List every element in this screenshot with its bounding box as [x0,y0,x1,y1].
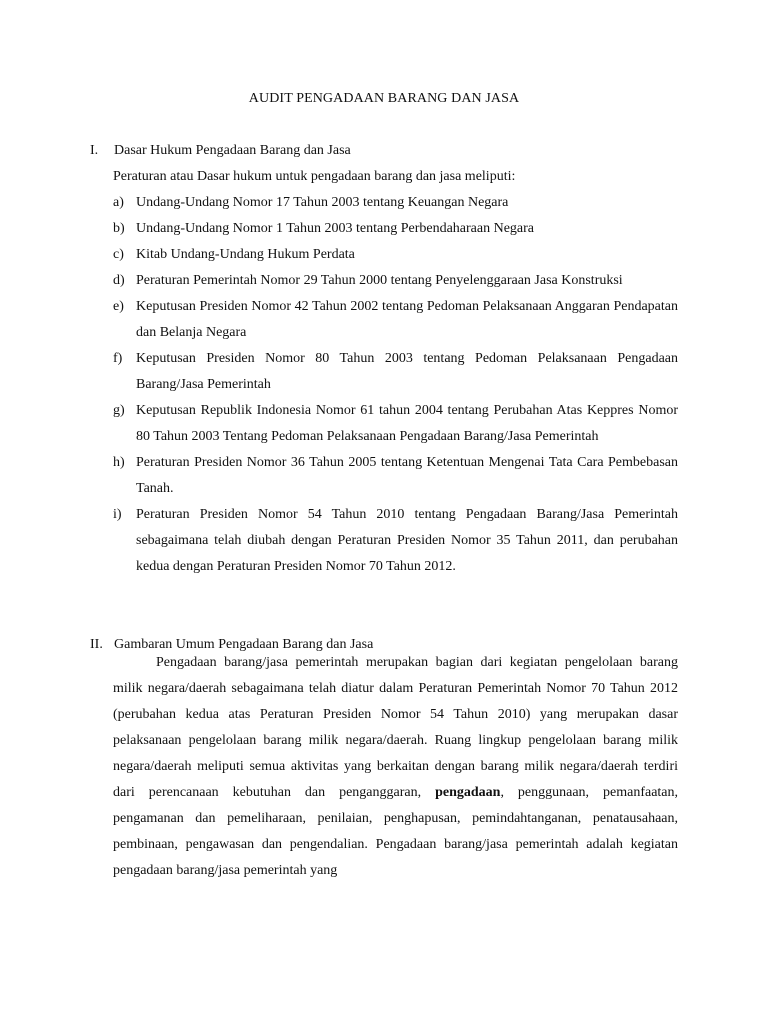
list-marker: f) [113,351,123,366]
list-item-text: Undang-Undang Nomor 1 Tahun 2003 tentang Perbendaharaan Negara [136,221,535,236]
paragraph-text-part2: , penggunaan, pemanfaatan, pengamanan dan pemeliharaan, penilaian, penghapusan, pemindahtanganan, penatausahaan, pembinaan, pengawasan dan pengendalian. Pengadaan barang/jasa pemerintah adalah kegiatan pengadaan barang/jasa pemerintah yang [113,785,679,878]
list-item [113,268,678,294]
list-item [113,398,678,450]
legal-basis-list [113,190,678,580]
section-2-paragraph [113,650,678,884]
section-1-heading [90,143,351,159]
list-item-text: Keputusan Presiden Nomor 42 Tahun 2002 tentang Pedoman Pelaksanaan Anggaran Pendapatan dan Belanja Negara [136,299,678,340]
list-item-text: Keputusan Presiden Nomor 80 Tahun 2003 tentang Pedoman Pelaksanaan Pengadaan Barang/Jasa Pemerintah [136,351,678,392]
section-2-title: Gambaran Umum Pengadaan Barang dan Jasa [114,637,374,652]
section-1-number: I. [90,143,99,158]
list-item [113,216,678,242]
document-title: AUDIT PENGADAAN BARANG DAN JASA [248,91,520,106]
list-marker: g) [113,403,125,418]
section-1-title: Dasar Hukum Pengadaan Barang dan Jasa [114,143,351,158]
section-2-number: II. [90,637,103,652]
list-item [113,450,678,502]
list-item [113,502,678,580]
list-item [113,294,678,346]
paragraph-text-part1: Pengadaan barang/jasa pemerintah merupakan bagian dari kegiatan pengelolaan barang milik negara/daerah sebagaimana telah diatur dalam Peraturan Pemerintah Nomor 70 Tahun 2012 (perubahan kedua atas Peraturan Presiden Nomor 54 Tahun 2010) yang merupakan dasar pelaksanaan pengelolaan barang milik negara/daerah. Ruang lingkup pengelolaan barang milik negara/daerah meliputi semua aktivitas yang berkaitan dengan barang milik negara/daerah terdiri dari perencanaan kebutuhan dan penganggaran, [113,655,678,800]
list-item-text: Undang-Undang Nomor 17 Tahun 2003 tentang Keuangan Negara [136,195,509,210]
list-marker: i) [113,507,122,522]
list-marker: b) [113,221,125,236]
list-item [113,346,678,398]
list-item [113,190,678,216]
list-marker: a) [113,195,124,210]
list-item-text: Kitab Undang-Undang Hukum Perdata [136,247,355,262]
list-marker: c) [113,247,124,262]
list-item-text: Keputusan Republik Indonesia Nomor 61 tahun 2004 tentang Perubahan Atas Keppres Nomor 80 Tahun 2003 Tentang Pedoman Pelaksanaan Pengadaan Barang/Jasa Pemerintah [136,403,678,444]
list-marker: d) [113,273,125,288]
list-item-text: Peraturan Presiden Nomor 54 Tahun 2010 tentang Pengadaan Barang/Jasa Pemerintah sebagaimana telah diubah dengan Peraturan Presiden Nomor 35 Tahun 2011, dan perubahan kedua dengan Peraturan Presiden Nomor 70 Tahun 2012. [136,507,678,574]
section-1-intro: Peraturan atau Dasar hukum untuk pengadaan barang dan jasa meliputi: [113,169,516,184]
list-item-text: Peraturan Presiden Nomor 36 Tahun 2005 tentang Ketentuan Mengenai Tata Cara Pembebasan Tanah. [136,455,678,496]
paragraph-bold-term: pengadaan [435,785,501,800]
list-item-text: Peraturan Pemerintah Nomor 29 Tahun 2000 tentang Penyelenggaraan Jasa Konstruksi [136,273,623,288]
list-item [113,242,678,268]
list-marker: e) [113,299,124,314]
list-marker: h) [113,455,125,470]
